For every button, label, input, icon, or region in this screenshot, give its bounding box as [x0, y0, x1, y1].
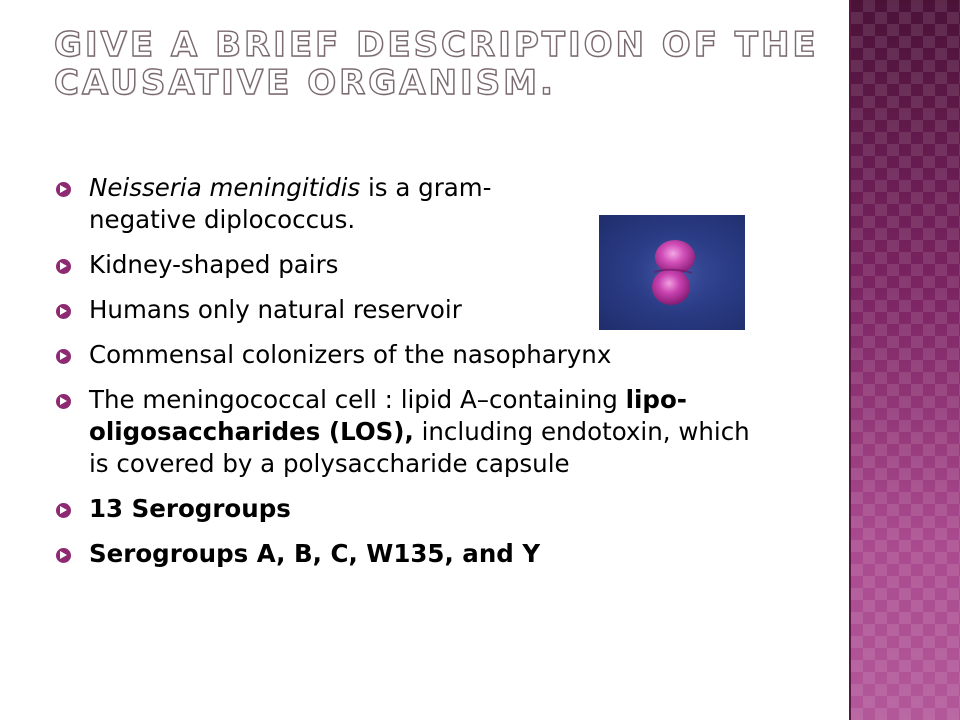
circled-arrow-bullet-icon: [56, 304, 71, 319]
bullet-item: [56, 538, 756, 570]
bullet-item: [56, 384, 756, 480]
bullet-item: [56, 172, 559, 236]
circled-arrow-bullet-icon: [56, 394, 71, 409]
bullet-text: including endotoxin, which is covered by a polysaccharide capsule: [89, 417, 750, 478]
bullet-item: [56, 493, 756, 525]
coccus-cell-bottom: [652, 269, 690, 305]
circled-arrow-bullet-icon: [56, 182, 71, 197]
bullet-bold-text: Serogroups A, B, C, W135, and Y: [89, 539, 541, 568]
bullet-item: [56, 294, 559, 326]
diplococcus-micrograph-image: [599, 215, 745, 330]
circled-arrow-bullet-icon: [56, 259, 71, 274]
bullet-bold-text: 13 Serogroups: [89, 494, 291, 523]
bullet-bold-text: lipo-oligosaccharides (LOS),: [89, 385, 687, 446]
bullet-text: Kidney-shaped pairs: [89, 250, 339, 279]
diplococcus-micrograph-svg: [599, 215, 745, 330]
circled-arrow-bullet-icon: [56, 548, 71, 563]
bullet-text: The meningococcal cell : lipid A–containing: [89, 385, 626, 414]
bullet-item: [56, 339, 756, 371]
bullet-text: Humans only natural reservoir: [89, 295, 462, 324]
circled-arrow-bullet-icon: [56, 503, 71, 518]
bullet-text: Commensal colonizers of the nasopharynx: [89, 340, 612, 369]
decorative-side-band: [851, 0, 960, 720]
bullet-item: [56, 249, 559, 281]
organism-name: Neisseria meningitidis: [89, 173, 361, 202]
circled-arrow-bullet-icon: [56, 349, 71, 364]
bullet-text: is a gram-negative diplococcus.: [89, 173, 492, 234]
slide-title: GIVE A BRIEF DESCRIPTION OF THE CAUSATIVE ORGANISM.: [54, 25, 819, 103]
